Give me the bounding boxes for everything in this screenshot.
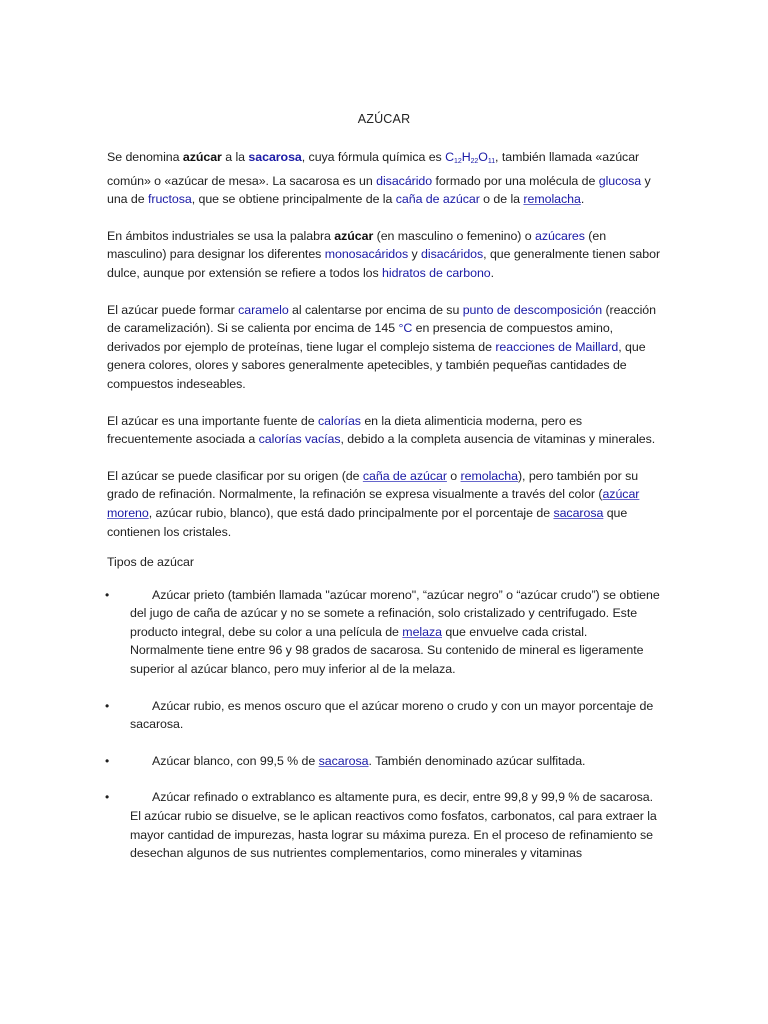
bullet-icon: • [105, 790, 110, 805]
list-item-azucar-blanco: • Azúcar blanco, con 99,5 % de sacarosa. También denominado azúcar sulfitada. [107, 752, 662, 771]
link-azucar-moreno[interactable]: azúcar moreno [107, 487, 640, 520]
paragraph-clasificacion: El azúcar se puede clasificar por su origen (de caña de azúcar o remolacha), pero también por su grado de refinación. Normalmente, la refinación se expresa visualmente a través del color (azúcar moreno, azúcar rubio, blanco), que está dado principalmente por el porcentaje de sacarosa que contienen los cristales. [107, 468, 640, 539]
document-body [107, 148, 662, 881]
link-sacarosa[interactable]: sacarosa [248, 150, 302, 164]
paragraph-definition: Se denomina azúcar a la sacarosa, cuya fórmula química es $C_{12}H_{22}O_{11}$, también llamada «azúcar común» o «azúcar de mesa». La sacarosa es un disacárido formado por una molécula de glucosa y una de fructosa, que se obtiene principalmente de la caña de azúcar o de la remolacha. [107, 150, 651, 207]
link-sacarosa[interactable]: sacarosa [318, 753, 369, 768]
link-calorias-vacias[interactable]: calorías vacías [258, 432, 341, 447]
link-sacarosa[interactable]: sacarosa [553, 505, 604, 520]
link-caramelo[interactable]: caramelo [238, 302, 289, 317]
link-monosacaridos[interactable]: monosacáridos [324, 247, 409, 262]
list-item-azucar-refinado: • Azúcar refinado o extrablanco es altamente pura, es decir, entre 99,8 y 99,9 % de sacarosa. El azúcar rubio se disuelve, se le aplican reactivos como fosfatos, carbonatos, cal para extraer la mayor cantidad de impurezas, hasta lograr su máxima pureza. En el proceso de refinamiento se desechan algunos de sus nutrientes complementarios, como minerales y vitaminas [105, 790, 657, 861]
link-glucosa[interactable]: glucosa [598, 173, 642, 188]
paragraph-caramelo: El azúcar puede formar caramelo al calentarse por encima de su punto de descomposición (reacción de caramelización). Si se calienta por encima de 145 °C en presencia de compuestos amino, derivados por ejemplo de proteínas, tiene lugar el complejo sistema de reacciones de Maillard, que genera colores, olores y sabores generalmente apetecibles, y también pequeñas cantidades de compuestos indeseables. [107, 302, 656, 391]
link-melaza[interactable]: melaza [402, 624, 442, 639]
term-azucar: azúcar [182, 150, 222, 164]
link-disacaridos[interactable]: disacáridos [421, 247, 484, 262]
link-reacciones-de-maillard[interactable]: reacciones de Maillard [495, 339, 619, 354]
link-punto-de-descomposicion[interactable]: punto de descomposición [462, 302, 603, 317]
link-hidratos-de-carbono[interactable]: hidratos de carbono [382, 265, 491, 280]
link-fructosa[interactable]: fructosa [148, 192, 192, 207]
list-item-azucar-prieto: • Azúcar prieto (también llamada "azúcar moreno", “azúcar negro” o “azúcar crudo”) se obtiene del jugo de caña de azúcar y no se somete a refinación, solo cristalizado y centrifugado. Este producto integral, debe su color a una película de melaza que envuelve cada cristal. Normalmente tiene entre 96 y 98 grados de sacarosa. Su contenido de mineral es ligeramente superior al azúcar blanco, pero muy inferior al de la melaza. [105, 587, 660, 677]
link-azucares[interactable]: azúcares [535, 228, 585, 243]
bullet-icon: • [105, 587, 110, 602]
chemical-formula[interactable]: $C_{12}H_{22}O_{11}$ [445, 150, 496, 165]
link-grados-celsius[interactable]: °C [398, 321, 413, 336]
link-cana-de-azucar[interactable]: caña de azúcar [395, 192, 480, 207]
link-remolacha[interactable]: remolacha [460, 468, 518, 483]
bullet-icon: • [105, 753, 110, 768]
bullet-icon: • [105, 698, 110, 713]
link-disacarido[interactable]: disacárido [376, 173, 433, 188]
paragraph-calorias: El azúcar es una importante fuente de calorías en la dieta alimenticia moderna, pero es frecuentemente asociada a calorías vacías, debido a la completa ausencia de vitaminas y minerales. [107, 413, 656, 447]
link-remolacha[interactable]: remolacha [523, 192, 581, 207]
document-title: AZÚCAR [357, 112, 411, 126]
term-azucar: azúcar [334, 228, 374, 243]
list-item-azucar-rubio: • Azúcar rubio, es menos oscuro que el azúcar moreno o crudo y con un mayor porcentaje de sacarosa. [105, 698, 654, 732]
types-list [107, 586, 662, 863]
paragraph-industrial: En ámbitos industriales se usa la palabra azúcar (en masculino o femenino) o azúcares (en masculino) para designar los diferentes monosacáridos y disacáridos, que generalmente tienen sabor dulce, aunque por extensión se refiere a todos los hidratos de carbono. [107, 228, 661, 280]
link-cana-de-azucar[interactable]: caña de azúcar [362, 468, 447, 483]
link-calorias[interactable]: calorías [317, 413, 361, 428]
types-heading: Tipos de azúcar [107, 555, 194, 570]
